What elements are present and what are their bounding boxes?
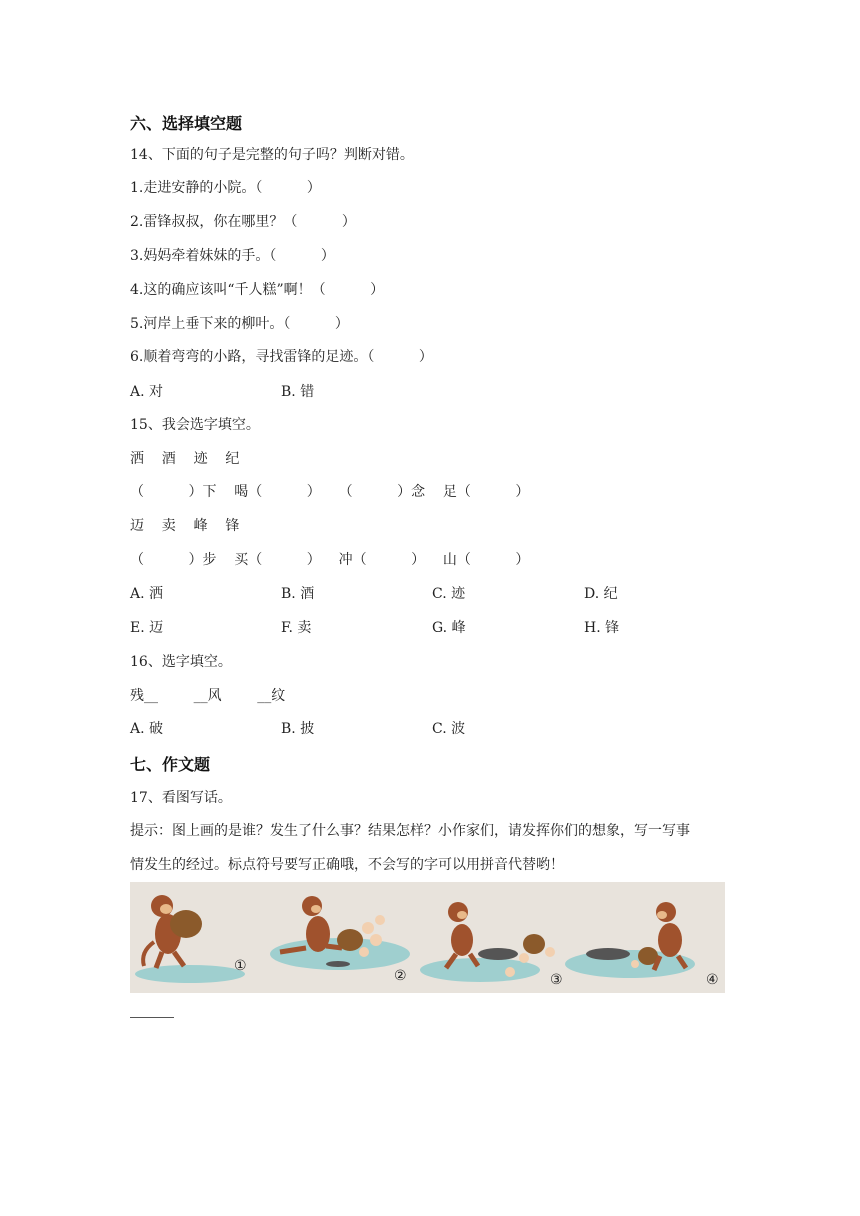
question-14-item: 3.妈妈牵着妹妹的手。（ ） — [130, 248, 335, 264]
question-16-blanks: 残__ __风 __纹 — [130, 688, 286, 704]
blank-row-2: （ ）步 买（ ） 冲（ ） 山（ ） — [130, 552, 530, 568]
option-e: E. 迈 — [130, 620, 164, 636]
panel-number-1: ① — [234, 958, 247, 974]
question-14-item: 4.这的确应该叫“千人糕”啊！（ ） — [130, 282, 385, 298]
option-a: A. 破 — [130, 721, 164, 737]
option-b: B. 酒 — [281, 586, 315, 602]
char-row-1: 洒 酒 迹 纪 — [130, 451, 240, 467]
question-17-hint-line2: 情发生的经过。标点符号要写正确哦，不会写的字可以用拼音代替哟！ — [130, 857, 564, 873]
option-d: D. 纪 — [584, 586, 618, 602]
option-a: A. 洒 — [130, 586, 164, 602]
option-g: G. 峰 — [432, 620, 466, 636]
question-17-stem: 17、看图写话。 — [130, 790, 232, 806]
monkey-panel-1 — [143, 895, 202, 968]
question-14-item: 2.雷锋叔叔，你在哪里？（ ） — [130, 214, 356, 230]
section-six-title: 六、选择填空题 — [130, 114, 243, 133]
question-17-hint-line1: 提示：图上画的是谁？发生了什么事？结果怎样？小作家们，请发挥你们的想象，写一写事 — [130, 823, 690, 839]
section-seven-title: 七、作文题 — [130, 755, 211, 774]
monkey-story-picture — [130, 882, 725, 993]
question-14-item: 5.河岸上垂下来的柳叶。（ ） — [130, 316, 349, 332]
panel-number-2: ② — [394, 968, 407, 984]
question-16-stem: 16、选字填空。 — [130, 654, 232, 670]
panel-number-3: ③ — [550, 972, 563, 988]
question-14-item: 1.走进安静的小院。（ ） — [130, 180, 321, 196]
option-c: C. 波 — [432, 721, 466, 737]
panel-number-4: ④ — [706, 972, 719, 988]
question-14-item: 6.顺着弯弯的小路，寻找雷锋的足迹。（ ） — [130, 349, 433, 365]
question-14-stem: 14、下面的句子是完整的句子吗？判断对错。 — [130, 147, 414, 163]
option-a: A. 对 — [130, 384, 164, 400]
option-f: F. 卖 — [281, 620, 312, 636]
answer-line[interactable] — [130, 1017, 174, 1018]
char-row-2: 迈 卖 峰 锋 — [130, 518, 240, 534]
option-b: B. 披 — [281, 721, 315, 737]
option-c: C. 迹 — [432, 586, 466, 602]
option-h: H. 锋 — [584, 620, 620, 636]
question-15-stem: 15、我会选字填空。 — [130, 417, 260, 433]
option-b: B. 错 — [281, 384, 315, 400]
blank-row-1: （ ）下 喝（ ） （ ）念 足（ ） — [130, 484, 530, 500]
